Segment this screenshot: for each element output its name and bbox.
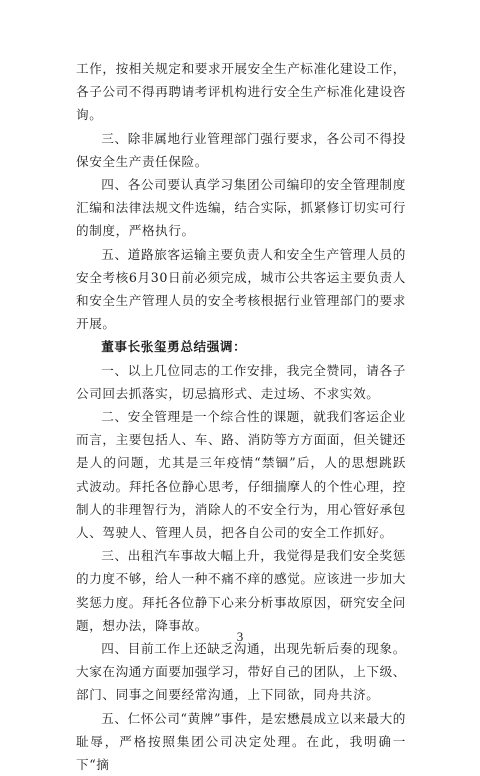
paragraph-item-4: 四、各公司要认真学习集团公司编印的安全管理制度汇编和法律法规文件选编，结合实际，抓紧修订切实可行的制度，严格执行。: [76, 177, 406, 239]
paragraph-summary-1: 一、以上几位同志的工作安排，我完全赞同，请各子公司回去抓落实，切忌搞形式、走过场、不求实效。: [76, 362, 406, 401]
paragraph-summary-4: 四、目前工作上还缺乏沟通，出现先斩后奏的现象。大家在沟通方面要加强学习，带好自己的团队，上下级、部门、同事之间要经常沟通，上下同欲，同舟共济。: [76, 641, 406, 703]
paragraph-item-5: 五、道路旅客运输主要负责人和安全生产管理人员的安全考核6月30日前必须完成，城市公共客运主要负责人和安全生产管理人员的安全考核根据行业管理部门的要求开展。: [76, 246, 406, 332]
paragraph-summary-3: 三、出租汽车事故大幅上升，我觉得是我们安全奖惩的力度不够，给人一种不痛不痒的感觉。应该进一步加大奖惩力度。拜托各位静下心来分析事故原因，研究安全问题，想办法，降事故。: [76, 548, 406, 633]
document-body: [76, 57, 406, 776]
section-heading-chairman-summary: 董事长张玺勇总结强调：: [101, 339, 247, 355]
page-number: 3: [236, 629, 244, 644]
paragraph-continuation: 工作，按相关规定和要求开展安全生产标准化建设工作，各子公司不得再聘请考评机构进行安全生产标准化建设咨询。: [76, 61, 406, 123]
paragraph-item-3: 三、除非属地行业管理部门强行要求，各公司不得投保安全生产责任保险。: [76, 130, 406, 169]
paragraph-summary-5: 五、仁怀公司“黄牌”事件，是宏懋晨成立以来最大的耻辱，严格按照集团公司决定处理。在此，我明确一下“摘: [76, 710, 406, 773]
paragraph-summary-2: 二、安全管理是一个综合性的课题，就我们客运企业而言，主要包括人、车、路、消防等方方面面，但关键还是人的问题，尤其是三年疫情“禁锢”后，人的思想跳跃式波动。拜托各位静心思考，仔细揣摩人的个性心理，控制人的非理智行为，消除人的不安全行为，用心管好承包人、驾驶人、管理人员，把各自公司的安全工作抓好。: [76, 409, 406, 541]
